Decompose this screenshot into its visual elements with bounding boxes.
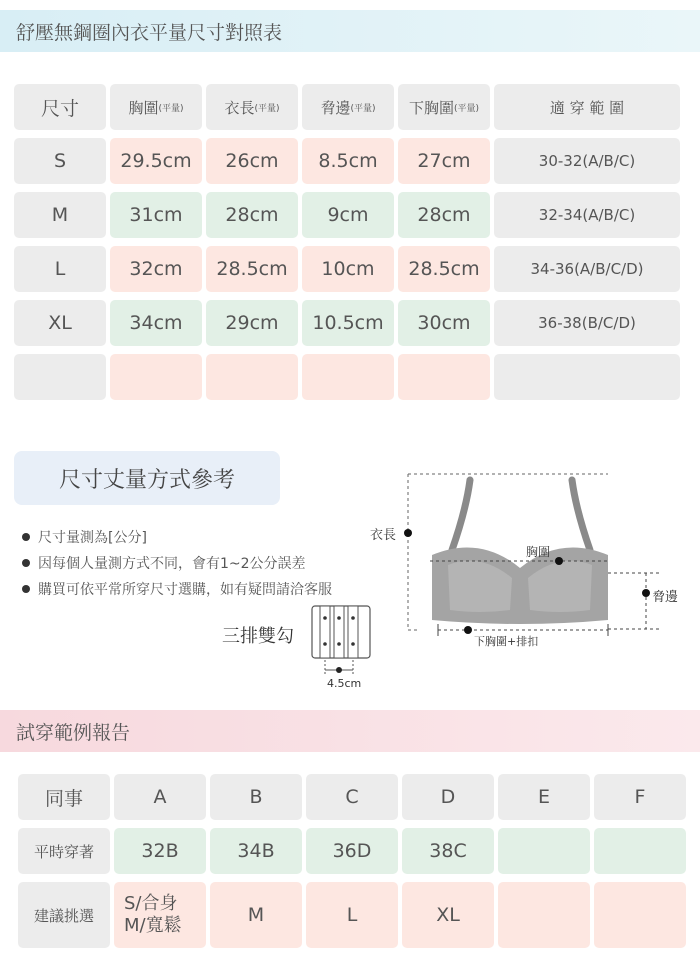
size-cell: S	[14, 138, 106, 184]
bust-cell: 29.5cm	[110, 138, 202, 184]
col-header-length	[206, 84, 298, 130]
trial-cell: 36D	[306, 828, 398, 874]
side-cell: 9cm	[302, 192, 394, 238]
note-item	[22, 576, 332, 602]
underbust-cell: 28cm	[398, 192, 490, 238]
col-header-bust	[110, 84, 202, 130]
bullet-icon	[22, 585, 30, 593]
trial-col-header: E	[498, 774, 590, 820]
note-text: 因每個人量測方式不同，會有1~2公分誤差	[38, 556, 306, 572]
size-chart-title: 舒壓無鋼圈內衣平量尺寸對照表	[16, 21, 283, 44]
bust-label: 胸圍	[526, 545, 551, 559]
note-item	[22, 524, 332, 550]
length-label: 衣長	[370, 528, 397, 543]
col-header-length-label: 衣長	[224, 98, 255, 117]
trial-cell: M	[210, 882, 302, 948]
trial-cell	[594, 828, 686, 874]
side-cell: 10cm	[302, 246, 394, 292]
length-cell	[206, 354, 298, 400]
col-header-side-label: 脅邊	[320, 98, 351, 117]
col-header-bust-sub: (平量)	[158, 103, 184, 114]
trial-col-header: D	[402, 774, 494, 820]
trial-col-header: A	[114, 774, 206, 820]
col-header-bust-label: 胸圍	[128, 98, 159, 117]
underbust-cell	[398, 354, 490, 400]
trial-cell: XL	[402, 882, 494, 948]
length-cell: 28cm	[206, 192, 298, 238]
trial-cell	[498, 828, 590, 874]
hook-label: 三排雙勾	[222, 626, 294, 647]
fit-range-cell: 30-32(A/B/C)	[494, 138, 680, 184]
trial-row-label: 建議挑選	[18, 882, 110, 948]
side-cell	[302, 354, 394, 400]
size-cell	[14, 354, 106, 400]
col-header-underbust-label: 下胸圍	[408, 98, 454, 117]
trial-report-header	[0, 710, 700, 752]
col-header-length-sub: (平量)	[254, 103, 280, 114]
trial-cell: 34B	[210, 828, 302, 874]
length-cell: 29cm	[206, 300, 298, 346]
underbust-cell: 30cm	[398, 300, 490, 346]
size-cell: L	[14, 246, 106, 292]
side-label: 脅邊	[652, 590, 679, 605]
col-header-size-label: 尺寸	[40, 97, 79, 120]
bust-cell: 31cm	[110, 192, 202, 238]
bust-dot-icon	[555, 557, 563, 565]
fit-range-cell	[494, 354, 680, 400]
bra-diagram	[360, 460, 700, 660]
hook-width-label: 4.5cm	[327, 677, 362, 690]
hook-column	[348, 606, 358, 658]
length-dot-icon	[404, 529, 412, 537]
side-cell: 10.5cm	[302, 300, 394, 346]
right-strap	[572, 480, 590, 550]
col-header-fit-range	[494, 84, 680, 130]
trial-col-header: 同事	[18, 774, 110, 820]
hook-column	[334, 606, 344, 658]
fit-range-cell: 34-36(A/B/C/D)	[494, 246, 680, 292]
trial-col-header: B	[210, 774, 302, 820]
size-cell: M	[14, 192, 106, 238]
underbust-label: 下胸圍+排扣	[474, 635, 539, 648]
col-header-underbust-sub: (平量)	[453, 103, 480, 114]
trial-cell	[594, 882, 686, 948]
hook-column	[320, 606, 330, 658]
col-header-underbust	[398, 84, 490, 130]
measurement-notes	[22, 524, 332, 602]
bust-cell: 34cm	[110, 300, 202, 346]
size-chart-header	[0, 10, 700, 52]
trial-cell: 38C	[402, 828, 494, 874]
trial-row-label: 平時穿著	[18, 828, 110, 874]
bust-cell: 32cm	[110, 246, 202, 292]
trial-cell: L	[306, 882, 398, 948]
col-header-size	[14, 84, 106, 130]
note-text: 尺寸量測為[公分]	[38, 530, 147, 546]
underbust-cell: 28.5cm	[398, 246, 490, 292]
col-header-side	[302, 84, 394, 130]
length-cell: 28.5cm	[206, 246, 298, 292]
bust-cell	[110, 354, 202, 400]
note-text: 購買可依平常所穿尺寸選購，如有疑問請洽客服	[38, 582, 332, 598]
size-cell: XL	[14, 300, 106, 346]
bullet-icon	[22, 559, 30, 567]
side-cell: 8.5cm	[302, 138, 394, 184]
bullet-icon	[22, 533, 30, 541]
underbust-dot-icon	[464, 626, 472, 634]
underbust-cell: 27cm	[398, 138, 490, 184]
left-strap	[452, 480, 470, 550]
trial-cell	[498, 882, 590, 948]
trial-col-header: C	[306, 774, 398, 820]
note-item	[22, 550, 332, 576]
fit-range-cell: 36-38(B/C/D)	[494, 300, 680, 346]
col-header-side-sub: (平量)	[350, 103, 376, 114]
trial-cell: 32B	[114, 828, 206, 874]
measurement-title-label: 尺寸丈量方式參考	[58, 467, 235, 493]
col-header-fit-range-label: 適 穿 範 圍	[549, 98, 625, 117]
trial-report-title: 試穿範例報告	[16, 721, 131, 744]
fit-range-cell: 32-34(A/B/C)	[494, 192, 680, 238]
side-dot-icon	[642, 589, 650, 597]
trial-cell: S/合身 M/寬鬆	[114, 882, 206, 948]
trial-col-header: F	[594, 774, 686, 820]
measurement-title	[14, 451, 280, 505]
length-cell: 26cm	[206, 138, 298, 184]
